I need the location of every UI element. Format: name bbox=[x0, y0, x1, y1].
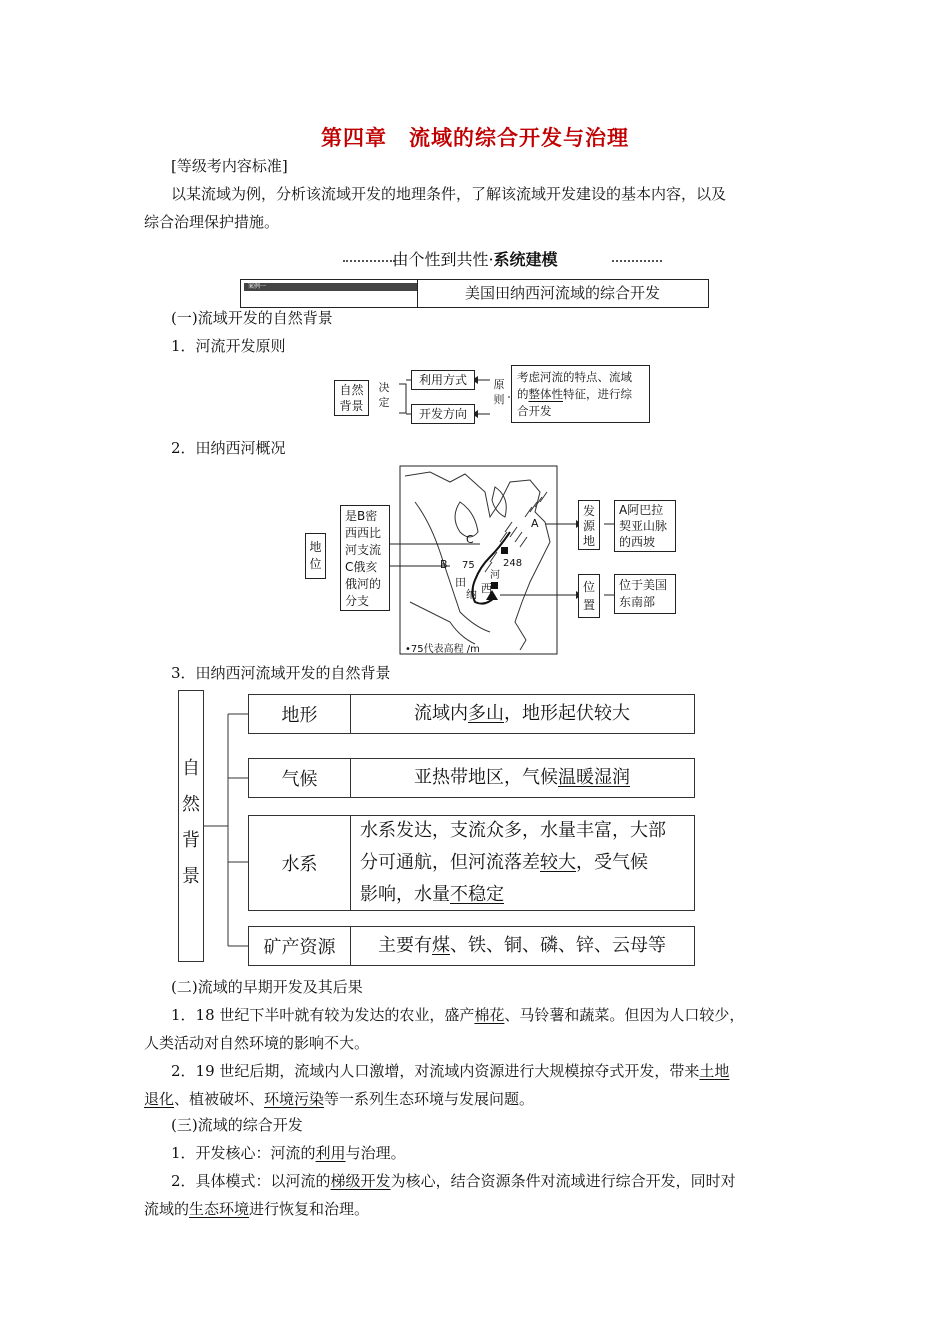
section2-p2-line1: 2．19 世纪后期，流域内人口激增，对流域内资源进行大规模掠夺式开发，带来土地 bbox=[171, 1062, 730, 1080]
section3-heading: (三)流域的综合开发 bbox=[171, 1116, 303, 1134]
section3-p1: 1．开发核心：河流的利用与治理。 bbox=[171, 1144, 406, 1162]
consider-box bbox=[511, 365, 650, 423]
elevation-75: 75 bbox=[462, 560, 475, 571]
banner-prefix: 由个性到共性· bbox=[392, 250, 494, 269]
case-title: 美国田纳西河流域的综合开发 bbox=[464, 284, 660, 302]
section1-item1: 1．河流开发原则 bbox=[171, 337, 286, 355]
position-text-box: 位于美国 东南部 bbox=[614, 574, 676, 614]
banner-emphasis: 系统建模 bbox=[493, 250, 558, 269]
terrain-value: 流域内 多山 ，地形起伏较大 bbox=[414, 703, 630, 724]
water-value: 水系发达，支流众多，水量丰富，大部 分可通航，但河流落差较大，受气候 影响，水量不稳定 bbox=[360, 820, 666, 905]
mineral-value: 主要有 煤 、铁、铜、磷、锌、云母等 bbox=[378, 935, 666, 956]
standard-label: [等级考内容标准] bbox=[171, 157, 288, 175]
map-point-a: A bbox=[531, 517, 539, 530]
natural-bg-connectors bbox=[204, 690, 254, 970]
natural-background-box: 自然背景 bbox=[334, 380, 369, 416]
terrain-row bbox=[248, 694, 695, 734]
climate-row bbox=[248, 758, 695, 798]
direction-box: 开发方向 bbox=[411, 404, 475, 424]
climate-value: 亚热带地区，气候 温暖湿润 bbox=[414, 767, 630, 788]
section3-p2-line2: 流域的生态环境进行恢复和治理。 bbox=[144, 1200, 370, 1218]
section2-p1-line2: 人类活动对自然环境的影响不大。 bbox=[144, 1034, 370, 1052]
consider-line3: 合开发 bbox=[517, 404, 552, 418]
mineral-row bbox=[248, 926, 695, 966]
consider-line2: 的整体性特征，进行综 bbox=[517, 387, 632, 401]
chapter-number: 第四章 bbox=[321, 126, 387, 150]
chapter-name: 流域的综合开发与治理 bbox=[409, 126, 629, 150]
natural-bg-side-label: 自 然 背 景 bbox=[178, 690, 204, 962]
location-text-box: 是B密 西西比 河支流 C俄亥 俄河的 分支 bbox=[340, 505, 390, 611]
river-char-4: 河 bbox=[490, 570, 500, 581]
decide-label: 决定 bbox=[375, 380, 393, 414]
consider-line1: 考虑河流的特点、流域 bbox=[517, 370, 632, 384]
location-label-box: 地位 bbox=[305, 533, 326, 579]
map-point-b: B bbox=[440, 558, 448, 571]
terrain-label: 地形 bbox=[249, 695, 351, 733]
river-char-1: 田 bbox=[455, 576, 466, 589]
section2-heading: (二)流域的早期开发及其后果 bbox=[171, 978, 363, 996]
case-header bbox=[240, 279, 709, 308]
case-tag: 案例一 bbox=[244, 283, 418, 291]
section2-p1-line1: 1．18 世纪下半叶就有较为发达的农业，盛产棉花、马铃薯和蔬菜。但因为人口较少， bbox=[171, 1006, 745, 1024]
river-char-3: 西 bbox=[481, 582, 492, 595]
section1-item3: 3．田纳西河流域开发的自然背景 bbox=[171, 664, 391, 682]
water-label: 水系 bbox=[249, 816, 351, 910]
water-row bbox=[248, 815, 695, 911]
climate-label: 气候 bbox=[249, 759, 351, 797]
standard-text-line1: 以某流域为例，分析该流域开发的地理条件，了解该流域开发建设的基本内容，以及 bbox=[171, 185, 727, 203]
standard-text-line2: 综合治理保护措施。 bbox=[144, 213, 280, 231]
source-text-box: A阿巴拉 契亚山脉 的西坡 bbox=[614, 500, 676, 552]
consider-underlined: 整体性 bbox=[528, 387, 563, 401]
section3-p2-line1: 2．具体模式：以河流的梯级开发为核心，结合资源条件对流域进行综合开发，同时对 bbox=[171, 1172, 736, 1190]
position-label-box: 位置 bbox=[578, 574, 600, 618]
river-char-2: 纳 bbox=[466, 588, 477, 601]
map-legend: •75代表高程 /m bbox=[405, 644, 480, 655]
section2-p2-line2: 退化、植被破坏、环境污染等一系列生态环境与发展问题。 bbox=[144, 1090, 535, 1108]
section-banner bbox=[0, 247, 950, 270]
elevation-248: 248 bbox=[503, 558, 523, 569]
source-label-box: 发源地 bbox=[578, 500, 600, 550]
page-title bbox=[0, 122, 950, 152]
mineral-label: 矿产资源 bbox=[249, 927, 351, 965]
principle-label: 原则 bbox=[490, 377, 508, 423]
map-point-c: C bbox=[466, 533, 474, 546]
section1-heading: (一)流域开发的自然背景 bbox=[171, 309, 333, 327]
use-mode-box: 利用方式 bbox=[411, 370, 475, 390]
section1-item2: 2．田纳西河概况 bbox=[171, 439, 286, 457]
